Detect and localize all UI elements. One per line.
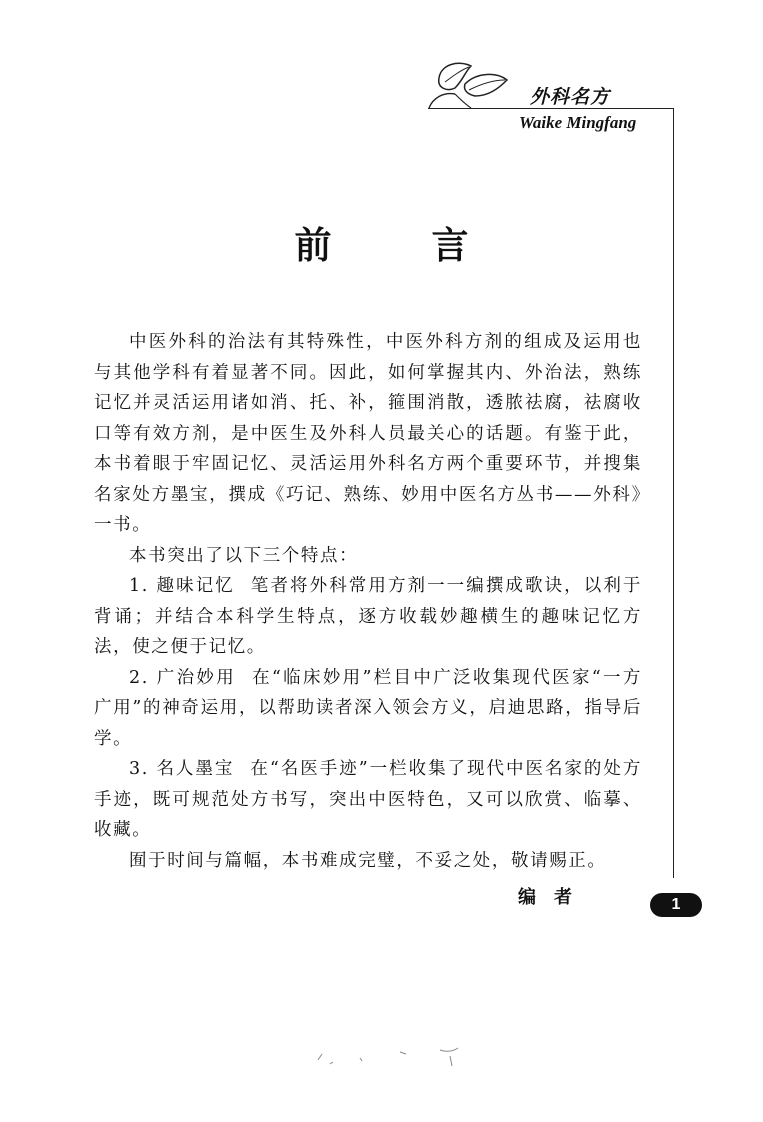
feature-paragraph — [94, 663, 642, 755]
preface-body — [94, 327, 642, 876]
header-divider — [428, 108, 673, 109]
feature-title: 2. 广治妙用 — [129, 667, 237, 688]
paragraph: 中医外科的治法有其特殊性，中医外科方剂的组成及运用也与其他学科有着显著不同。因此，如何掌握其内、外治法，熟练记忆并灵活运用诸如消、托、补，箍围消散，透脓祛腐，祛腐收口等有效方剂，是中医生及外科人员最关心的话题。有鉴于此，本书着眼于牢固记忆、灵活运用外科名方两个重要环节，并搜集名家处方墨宝，撰成《巧记、熟练、妙用中医名方丛书——外科》一书。 — [94, 332, 642, 535]
feature-title: 3. 名人墨宝 — [129, 759, 235, 779]
closing-paragraph: 囿于时间与篇幅，本书难成完璧，不妥之处，敬请赐正。 — [129, 850, 607, 871]
page-number-badge: 1 — [650, 893, 702, 917]
feature-title: 1. 趣味记忆 — [129, 576, 235, 596]
feature-text: 在“名医手迹”一栏收集了现代中医名家的处方手迹，既可规范处方书写，突出中医特色，又可以欣赏、临摹、收藏。 — [94, 759, 642, 840]
feature-paragraph — [94, 571, 642, 663]
feature-paragraph — [94, 754, 642, 846]
page-title: 前言 — [294, 223, 569, 267]
series-title-cn: 外科名方 — [530, 86, 611, 108]
leaf-logo-icon — [425, 58, 520, 110]
feature-text: 笔者将外科常用方剂一一编撰成歌诀，以利于背诵；并结合本科学生特点，逐方收载妙趣横生的趣味记忆方法，使之便于记忆。 — [94, 576, 643, 657]
author-signature: 编者 — [518, 887, 590, 908]
paragraph: 本书突出了以下三个特点： — [129, 545, 359, 566]
feature-text: 在“临床妙用”栏目中广泛收集现代医家“一方广用”的神奇运用，以帮助读者深入领会方义，启迪思路，指导后学。 — [94, 667, 642, 749]
scan-specks — [300, 1040, 480, 1080]
series-title-en: Waike Mingfang — [519, 113, 637, 132]
